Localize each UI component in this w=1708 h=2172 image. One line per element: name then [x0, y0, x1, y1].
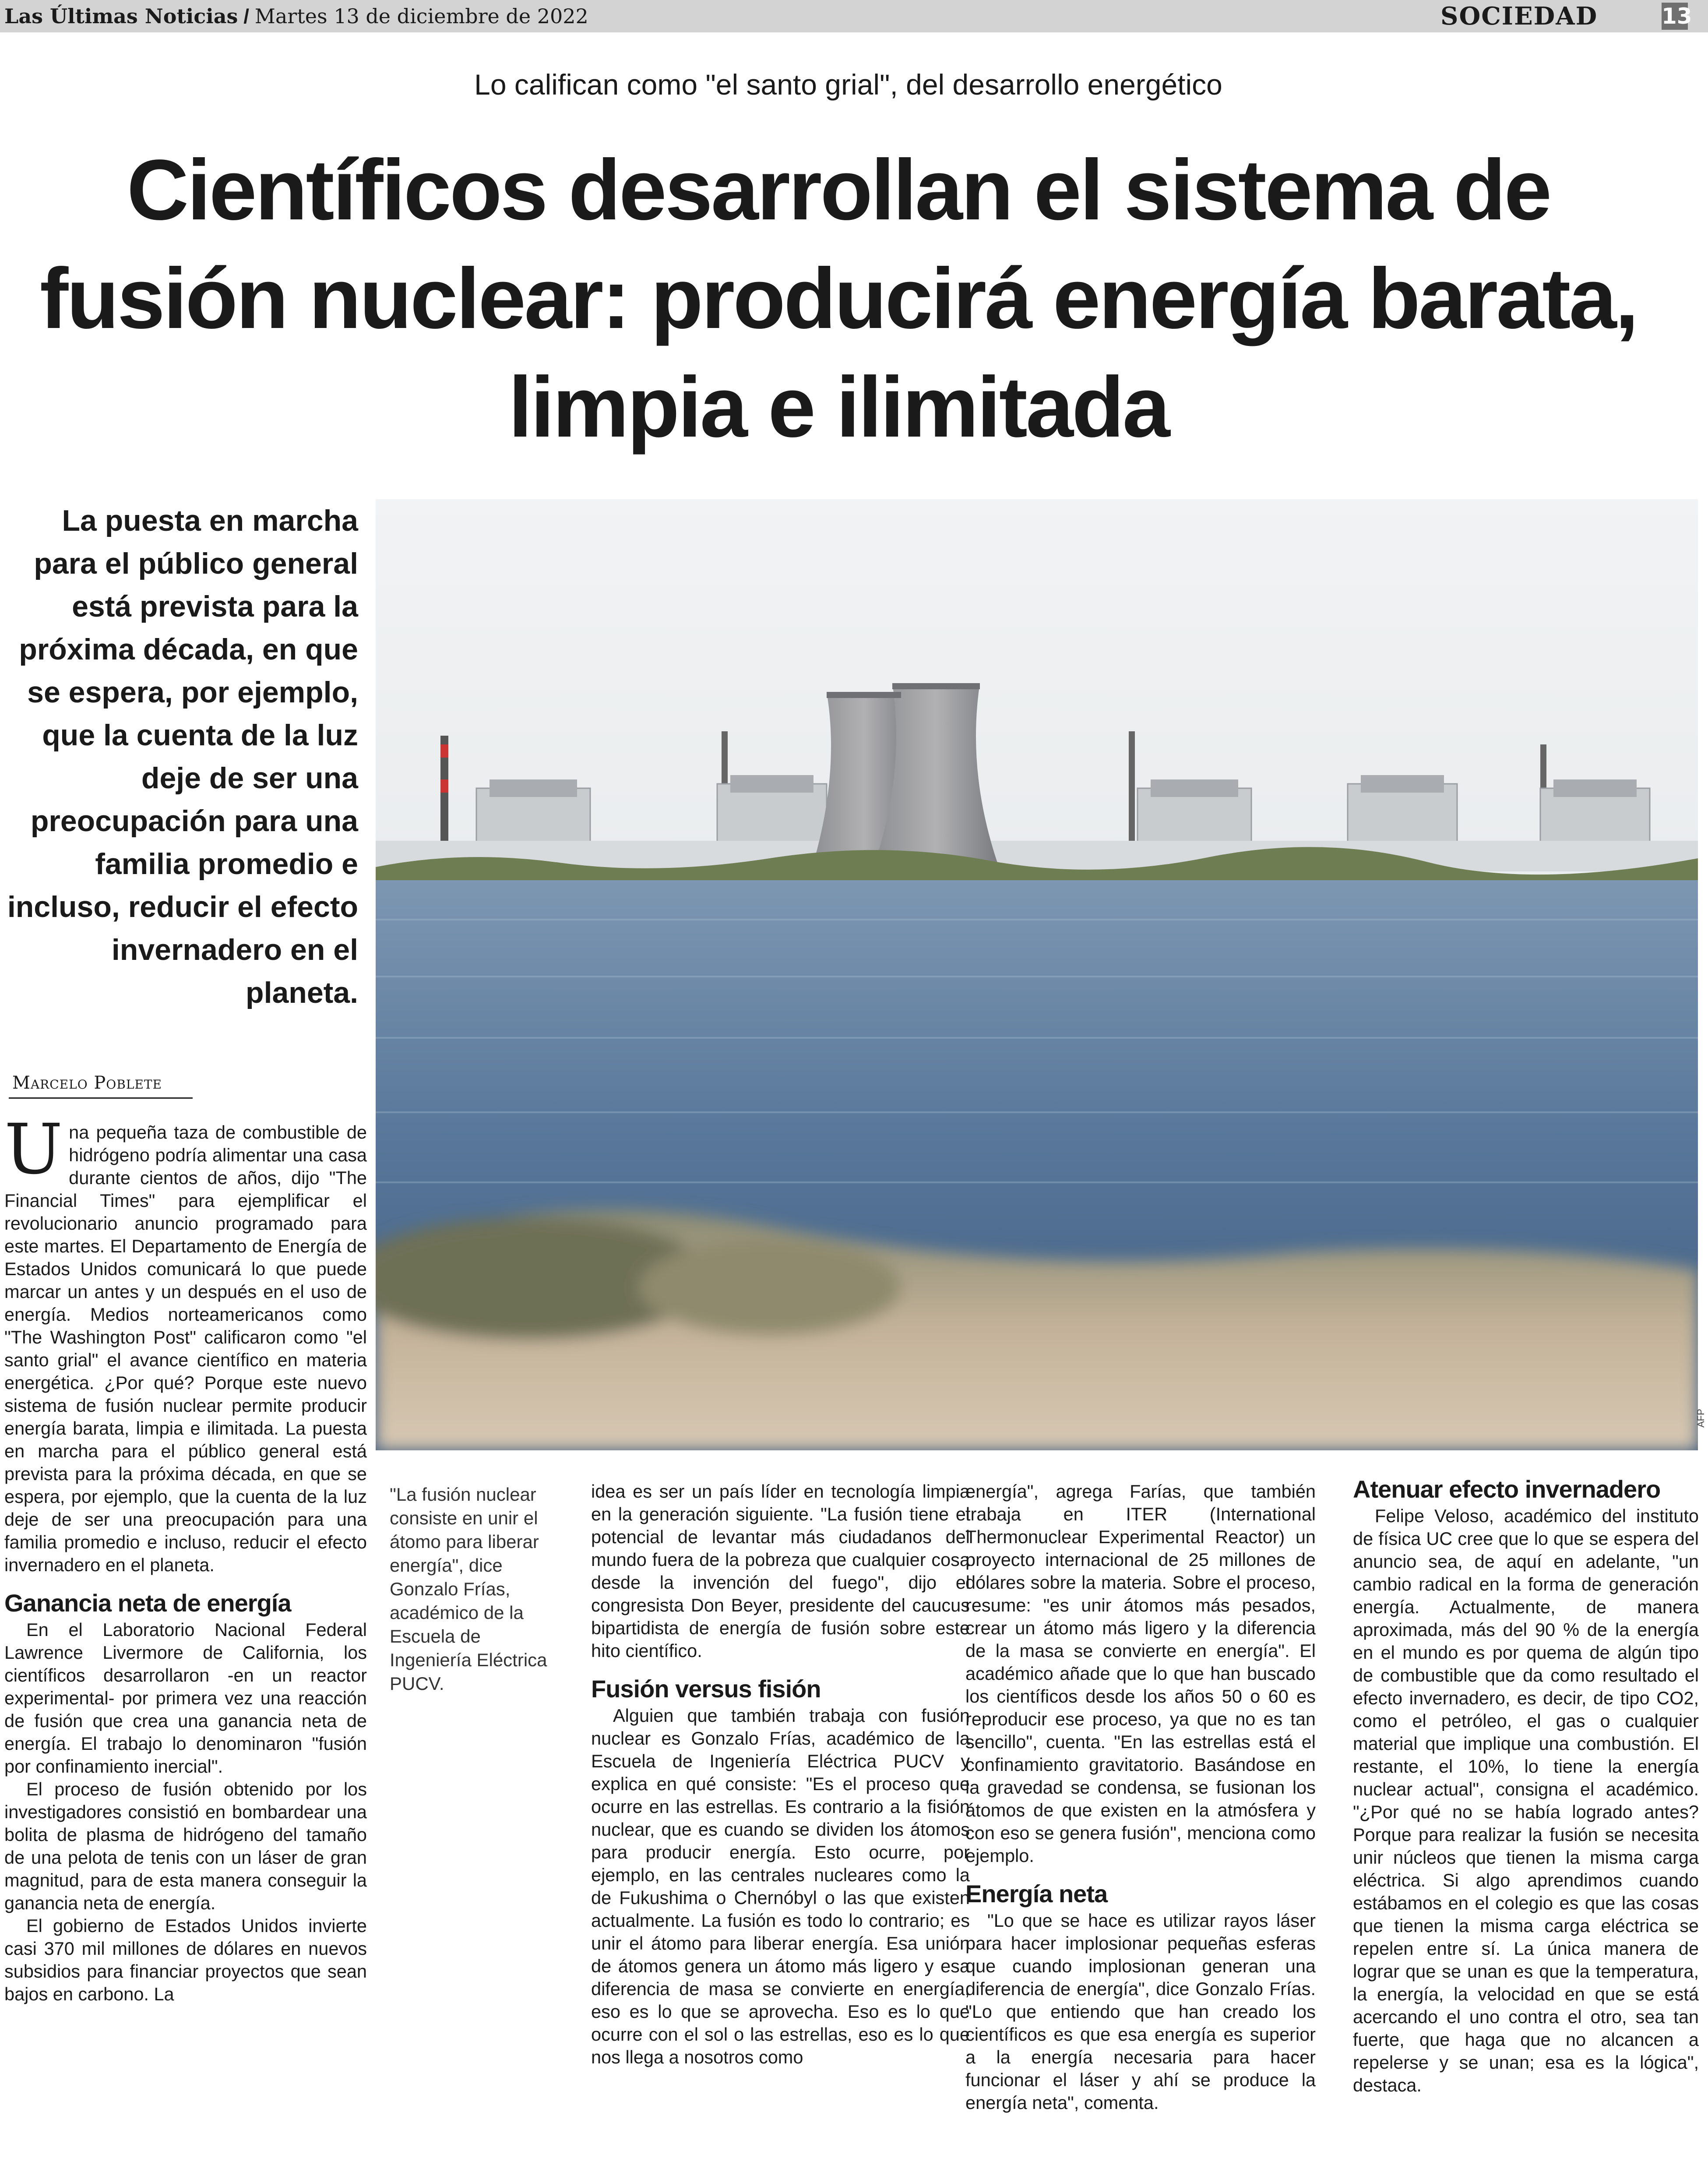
paragraph: Alguien que también trabaja con fusión nuclear es Gonzalo Frías, académico de la Escuela de Ingeniería Eléctrica PUCV y explica en qué consiste: "Es el proceso que ocurre en las estrellas. Es contrario a la fisión nuclear, que es cuando se dividen los átomos para producir energía. Esto ocurre, por ejemplo, en las centrales nucleares como la de Fukushima o Chernóbyl o las que existen actualmente. La fusión es todo lo contrario; es unir el átomo para liberar energía. Esa unión de átomos genera un átomo más ligero y esa diferencia de masa se convierte en energía, eso es lo que se aprovecha. Eso es lo que ocurre con el sol o las estrellas, eso es lo que nos llega a nosotros como [591, 1705, 970, 2067]
photo-credit: AFP [1695, 1409, 1706, 1428]
subhead-ganancia: Ganancia neta de energía [4, 1589, 291, 1617]
pull-quote: "La fusión nuclear consiste en unir el átomo para liberar energía", dice Gonzalo Frías, académico de la Escuela de Ingeniería Eléctrica PUCV. [390, 1484, 547, 1694]
paragraph: energía", agrega Farías, que también trabaja en ITER (International Thermonuclear Experimental Reactor) un proyecto internacional de 25 millones de dólares sobre la materia. Sobre el proceso, resume: "es unir átomos más pesados, crear un átomo más ligero y la diferencia de la masa se convierte en energía". El académico añade que lo que han buscado los científicos desde los años 50 o 60 es reproducir ese proceso, ya que no es tan sencillo", cuenta. "En las estrellas está el confinamiento gravitatorio. Basándose en la gravedad se condensa, se fusionan los átomos de que existen en la atmósfera y con eso se genera fusión", menciona como ejemplo. [965, 1481, 1316, 1866]
paragraph: Felipe Veloso, académico del instituto de física UC cree que lo que se espera del anuncio sea, de aquí en adelante, "un cambio radical en la forma de generación energía. Actualmente, de manera aproximada, más del 90 % de la energía en el mundo es por quema de algún tipo de combustible que da como resultado el efecto invernadero, es decir, de tipo CO2, como el petróleo, el gas o cualquier material que implique una combustión. El restante, el 10%, lo tiene la energía nuclear actual", consigna el académico. "¿Por qué no se había logrado antes? Porque para realizar la fusión se necesita unir núcleos que tienen la misma carga eléctrica. Si algo aprendimos cuando estábamos en el colegio es que las cosas que tienen la misma carga eléctrica se repelen entre sí. La única manera de lograr que se unan es que la temperatura, la energía, la velocidad en que se está acercando el uno contra el otro, sea tan fuerte, que haga que no alcancen a repelerse y se unan; esa es la lógica", destaca. [1353, 1506, 1699, 2095]
issue-date: Martes 13 de diciembre de 2022 [254, 4, 588, 28]
section-name: SOCIEDAD [1440, 2, 1598, 31]
headline: Científicos desarrollan el sistema de fusión nuclear: producirá energía barata, limpia e ilimitada [39, 142, 1638, 455]
drop-cap: U [4, 1109, 63, 1190]
nuclear-power-plant-photo [376, 499, 1698, 1450]
byline-box [0, 1060, 197, 1102]
header-separator: / [243, 5, 249, 28]
paper-header [4, 4, 588, 28]
deck: La puesta en marcha para el público general está prevista para la próxima década, en que se espera, por ejemplo, que la cuenta de la luz deje de ser una preocupación para una familia promedio e incluso, reducir el efecto invernadero en el planeta. [7, 504, 358, 1009]
paragraph: En el Laboratorio Nacional Federal Lawrence Livermore de California, los científicos desarrollaron -en un reactor experimental- por primera vez una reacción de fusión que crea una ganancia neta de energía. El trabajo lo denominaron "fusión por confinamiento inercial". [4, 1619, 367, 1777]
article-column-4 [1353, 1476, 1699, 2172]
byline-rule [9, 1097, 193, 1099]
lead-text: na pequeña taza de combustible de hidrógeno podría alimentar una casa durante cientos de años, dijo "The Financial Times" para ejemplificar el revolucionario anuncio programado para este martes. El Departamento de Energía de Estados Unidos comunicará lo que puede marcar un antes y un después en el uso de energía. Medios norteamericanos como "The Washington Post" calificaron como "el santo grial" el avance científico en materia energética. ¿Por qué? Porque este nuevo sistema de fusión nuclear permite producir energía barata, limpia e ilimitada. La puesta en marcha para el público general está prevista para la próxima década, en que se espera, por ejemplo, que la cuenta de la luz deje de ser una preocupación para una familia promedio e incluso, reducir el efecto invernadero en el planeta. [4, 1122, 367, 1575]
paragraph: idea es ser un país líder en tecnología limpia en la generación siguiente. "La fusión tiene el potencial de levantar más ciudadanos del mundo fuera de la pobreza que cualquier cosa desde la invención del fuego", dijo el congresista Don Beyer, presidente del caucus bipartidista de energía de fusión sobre este hito científico. [591, 1481, 970, 1661]
paper-name: Las Últimas Noticias [4, 4, 238, 28]
deck-box [0, 490, 368, 1025]
subhead-energia-neta: Energía neta [965, 1880, 1108, 1908]
paragraph: "Lo que se hace es utilizar rayos láser para hacer implosionar pequeñas esferas que cuando implosionan generan una diferencia de energía", dice Gonzalo Frías. "Lo que entiendo que han creado los científicos es que esa energía es superior a la energía necesaria para hacer funcionar el láser y ahí se produce la energía neta", comenta. [965, 1910, 1316, 2113]
byline: Marcelo Poblete [12, 1073, 162, 1093]
headline-box [13, 118, 1664, 488]
pull-quote-box [377, 1467, 556, 1730]
paragraph: El gobierno de Estados Unidos invierte casi 370 mil millones de dólares en nuevos subsidios para financiar proyectos que sean bajos en carbono. La [4, 1915, 367, 2004]
article-column-2 [591, 1480, 970, 2172]
subhead-fusion-fision: Fusión versus fisión [591, 1675, 821, 1703]
subhead-atenuar: Atenuar efecto invernadero [1353, 1476, 1661, 1503]
article-column-3 [965, 1480, 1316, 2172]
paragraph: El proceso de fusión obtenido por los investigadores consistió en bombardear una bolita de plasma de hidrógeno del tamaño de una pelota de tenis con un láser de gran magnitud, para de esta manera conseguir la ganancia neta de energía. [4, 1779, 367, 1913]
lead-paragraph [4, 1109, 367, 1576]
page-number: 13 [1662, 4, 1692, 29]
kicker: Lo califican como "el santo grial", del desarrollo energético [431, 57, 1265, 112]
article-column-1 [0, 1108, 367, 2168]
